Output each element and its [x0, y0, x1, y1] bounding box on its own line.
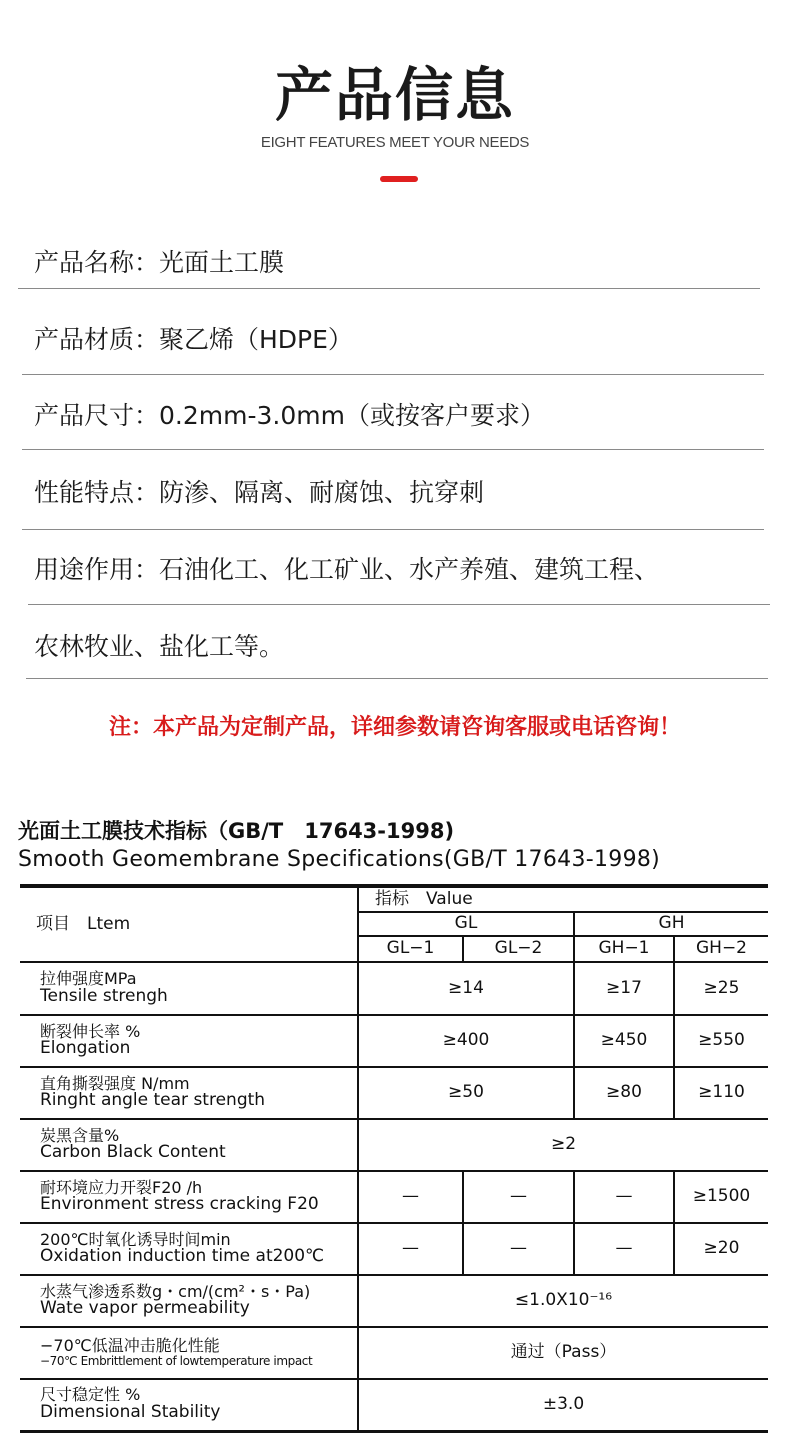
info-product-name: 产品名称：光面土工膜 — [34, 248, 285, 277]
table-row — [20, 1223, 768, 1275]
param-cell — [20, 962, 358, 1015]
table-row — [20, 1327, 768, 1379]
param-name-en: −70℃ Embrittlement of lowtemperature impact — [40, 1354, 313, 1369]
divider — [22, 449, 764, 450]
table-header-row — [20, 886, 768, 912]
param-name-en: Tensile strengh — [40, 985, 168, 1006]
divider — [18, 288, 760, 289]
value-gl: ≥50 — [358, 1067, 574, 1119]
param-cell — [20, 1327, 358, 1379]
param-name-en: Ringht angle tear strength — [40, 1090, 266, 1111]
param-name-en: Oxidation induction time at200℃ — [40, 1246, 325, 1267]
table-row — [20, 1119, 768, 1171]
info-usage-continued: 农林牧业、盐化工等。 — [34, 632, 285, 661]
value-gh1: — — [574, 1223, 674, 1275]
param-name-cn: 拉伸强度MPa — [40, 969, 137, 989]
spec-title-en: Smooth Geomembrane Specifications(GB/T 17643-1998) — [18, 847, 661, 872]
param-cell — [20, 1015, 358, 1067]
param-name-cn: 尺寸稳定性 % — [40, 1385, 141, 1405]
param-name-en: Carbon Black Content — [40, 1142, 226, 1163]
header-gh: GH — [574, 912, 768, 936]
value-gl: ≥14 — [358, 962, 574, 1015]
param-name-cn: 水蒸气渗透系数g・cm/(cm²・s・Pa) — [40, 1281, 311, 1301]
value-gh1: ≥80 — [574, 1067, 674, 1119]
param-name-en: Environment stress cracking F20 — [40, 1194, 319, 1215]
header-gl2: GL−2 — [463, 936, 574, 962]
param-name-en: Elongation — [40, 1038, 131, 1059]
title-accent-bar — [380, 176, 418, 182]
info-usage: 用途作用：石油化工、化工矿业、水产养殖、建筑工程、 — [34, 555, 660, 584]
custom-product-note: 注：本产品为定制产品，详细参数请咨询客服或电话咨询！ — [108, 715, 681, 740]
param-cell — [20, 1067, 358, 1119]
header-value: 指标 Value — [358, 886, 768, 912]
value-gh2: ≥1500 — [674, 1171, 768, 1223]
value-gh2: ≥20 — [674, 1223, 768, 1275]
param-name-cn: 直角撕裂强度 N/mm — [40, 1073, 190, 1093]
header-gl1: GL−1 — [358, 936, 463, 962]
value-all: ±3.0 — [358, 1379, 768, 1431]
value-all: ≤1.0X10⁻¹⁶ — [358, 1275, 768, 1327]
param-name-cn: 断裂伸长率 % — [40, 1021, 141, 1041]
table-row — [20, 1067, 768, 1119]
divider — [28, 604, 770, 605]
value-gl2: — — [463, 1223, 574, 1275]
table-row — [20, 1171, 768, 1223]
param-cell — [20, 1223, 358, 1275]
header-item: 项目 Ltem — [20, 886, 358, 962]
param-cell — [20, 1379, 358, 1431]
header-gh1: GH−1 — [574, 936, 674, 962]
divider — [22, 374, 764, 375]
param-name-cn: 200℃时氧化诱导时间min — [40, 1229, 231, 1249]
param-cell — [20, 1119, 358, 1171]
param-name-en: Dimensional Stability — [40, 1402, 221, 1423]
value-gh2: ≥25 — [674, 962, 768, 1015]
value-gh2: ≥550 — [674, 1015, 768, 1067]
divider — [26, 678, 768, 679]
table-row — [20, 1379, 768, 1431]
table-row — [20, 962, 768, 1015]
header-gh2: GH−2 — [674, 936, 768, 962]
spec-title-cn: 光面土工膜技术指标（GB/T 17643-1998) — [18, 819, 455, 843]
value-gl: ≥400 — [358, 1015, 574, 1067]
value-gh1: — — [574, 1171, 674, 1223]
header-gl: GL — [358, 912, 574, 936]
param-cell — [20, 1171, 358, 1223]
value-gh1: ≥450 — [574, 1015, 674, 1067]
param-name-cn: 炭黑含量% — [40, 1125, 120, 1145]
info-size: 产品尺寸：0.2mm-3.0mm（或按客户要求） — [34, 401, 545, 430]
table-row — [20, 1275, 768, 1327]
value-gl1: — — [358, 1171, 463, 1223]
spec-table — [20, 884, 768, 1433]
value-gh1: ≥17 — [574, 962, 674, 1015]
info-material: 产品材质：聚乙烯（HDPE） — [34, 325, 353, 354]
value-gl1: — — [358, 1223, 463, 1275]
value-all: 通过（Pass） — [358, 1327, 768, 1379]
param-name-cn: 耐环境应力开裂F20 /h — [40, 1177, 203, 1197]
value-all: ≥2 — [358, 1119, 768, 1171]
value-gl2: — — [463, 1171, 574, 1223]
page-title: 产品信息 — [274, 61, 515, 129]
param-cell — [20, 1275, 358, 1327]
divider — [22, 529, 764, 530]
value-gh2: ≥110 — [674, 1067, 768, 1119]
param-name-en: Wate vapor permeability — [40, 1298, 250, 1319]
page-subtitle: EIGHT FEATURES MEET YOUR NEEDS — [260, 134, 530, 151]
param-name-cn: −70℃低温冲击脆化性能 — [40, 1336, 220, 1356]
info-features: 性能特点：防渗、隔离、耐腐蚀、抗穿刺 — [34, 478, 485, 507]
table-row — [20, 1015, 768, 1067]
